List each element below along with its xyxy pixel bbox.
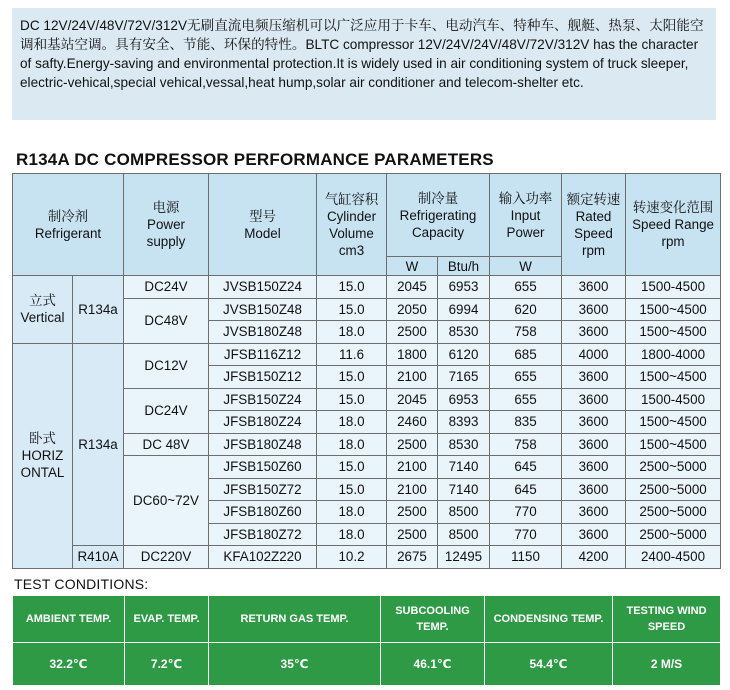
group-horizontal: 卧式 HORIZ ONTAL (13, 343, 73, 568)
input-cell: 835 (490, 411, 562, 434)
header-cylinder-volume: 气缸容积 Cylinder Volume cm3 (317, 174, 387, 276)
range-cell: 2500~5000 (626, 456, 721, 479)
supply-cell: DC12V (124, 343, 209, 388)
unit-btu: Btu/h (438, 257, 490, 276)
capacity-w-cell: 2675 (387, 546, 438, 569)
table-title: R134A DC COMPRESSOR PERFORMANCE PARAMETERS (16, 150, 494, 169)
supply-cell: DC220V (124, 546, 209, 569)
header-refrigerating-capacity: 制冷量 Refrigerating Capacity (387, 174, 490, 257)
rated-cell: 4200 (562, 546, 626, 569)
input-cell: 655 (490, 276, 562, 299)
capacity-w-cell: 1800 (387, 343, 438, 366)
capacity-btu-cell: 6953 (438, 388, 490, 411)
table-row (13, 546, 721, 569)
capacity-w-cell: 2100 (387, 456, 438, 479)
range-cell: 2500~5000 (626, 478, 721, 501)
capacity-btu-cell: 8500 (438, 523, 490, 546)
rated-cell: 4000 (562, 343, 626, 366)
rated-cell: 3600 (562, 298, 626, 321)
unit-w: W (387, 257, 438, 276)
model-cell: JFSB150Z12 (209, 366, 317, 389)
table-row (13, 276, 721, 299)
test-conditions-table (12, 595, 721, 686)
tc-header-wind-speed: TESTING WIND SPEED (613, 596, 721, 643)
volume-cell: 15.0 (317, 276, 387, 299)
model-cell: JVSB180Z48 (209, 321, 317, 344)
range-cell: 1500~4500 (626, 433, 721, 456)
input-cell: 770 (490, 523, 562, 546)
range-cell: 1500~4500 (626, 298, 721, 321)
capacity-w-cell: 2050 (387, 298, 438, 321)
header-speed-range: 转速变化范围 Speed Range rpm (626, 174, 721, 276)
volume-cell: 18.0 (317, 501, 387, 524)
range-cell: 1500~4500 (626, 321, 721, 344)
header-power-supply: 电源 Power supply (124, 174, 209, 276)
header-refrigerant: 制冷剂 Refrigerant (13, 174, 124, 276)
capacity-w-cell: 2100 (387, 366, 438, 389)
volume-cell: 15.0 (317, 478, 387, 501)
tc-value-condensing: 54.4℃ (485, 643, 613, 686)
rated-cell: 3600 (562, 501, 626, 524)
capacity-w-cell: 2045 (387, 276, 438, 299)
tc-header-evap: EVAP. TEMP. (125, 596, 209, 643)
range-cell: 2400-4500 (626, 546, 721, 569)
capacity-w-cell: 2500 (387, 321, 438, 344)
tc-header-subcooling: SUBCOOLING TEMP. (381, 596, 485, 643)
model-cell: JVSB150Z24 (209, 276, 317, 299)
range-cell: 1500~4500 (626, 411, 721, 434)
model-cell: JFSB116Z12 (209, 343, 317, 366)
capacity-w-cell: 2500 (387, 501, 438, 524)
model-cell: JFSB180Z24 (209, 411, 317, 434)
capacity-w-cell: 2460 (387, 411, 438, 434)
tc-header-ambient: AMBIENT TEMP. (13, 596, 125, 643)
rated-cell: 3600 (562, 411, 626, 434)
model-cell: JFSB180Z60 (209, 501, 317, 524)
capacity-w-cell: 2045 (387, 388, 438, 411)
refrigerant-r410a: R410A (73, 546, 124, 569)
volume-cell: 10.2 (317, 546, 387, 569)
capacity-btu-cell: 12495 (438, 546, 490, 569)
model-cell: JFSB180Z48 (209, 433, 317, 456)
input-cell: 620 (490, 298, 562, 321)
rated-cell: 3600 (562, 433, 626, 456)
input-cell: 655 (490, 388, 562, 411)
supply-cell: DC48V (124, 298, 209, 343)
intro-en: BLTC compressor 12V/24V/24V/48V/72V/312V has the character of safty.Energy-saving and environmental protection.It is widely used in air conditioning system of truck sleeper, electric-vehical,special vehical,vessal,heat hump,solar air conditioner and telecom-shelter etc. (20, 37, 699, 90)
rated-cell: 3600 (562, 456, 626, 479)
input-cell: 645 (490, 478, 562, 501)
rated-cell: 3600 (562, 321, 626, 344)
rated-cell: 3600 (562, 388, 626, 411)
rated-cell: 3600 (562, 478, 626, 501)
intro-zh: DC 12V/24V/48V/72V/312V无刷直流电频压缩机可以广泛应用于卡车、电动汽车、特种车、舰艇、热泵、太阳能空调和基站空调。具有安全、节能、环保的特性。 (20, 18, 704, 52)
input-cell: 758 (490, 433, 562, 456)
capacity-w-cell: 2500 (387, 433, 438, 456)
tc-value-evap: 7.2℃ (125, 643, 209, 686)
volume-cell: 15.0 (317, 298, 387, 321)
capacity-btu-cell: 6120 (438, 343, 490, 366)
table-row (13, 343, 721, 366)
refrigerant-r134a: R134a (73, 276, 124, 344)
capacity-btu-cell: 7140 (438, 456, 490, 479)
group-vertical: 立式 Vertical (13, 276, 73, 344)
volume-cell: 11.6 (317, 343, 387, 366)
input-cell: 645 (490, 456, 562, 479)
capacity-w-cell: 2100 (387, 478, 438, 501)
range-cell: 2500~5000 (626, 523, 721, 546)
input-cell: 758 (490, 321, 562, 344)
tc-header-return-gas: RETURN GAS TEMP. (209, 596, 381, 643)
unit-input-w: W (490, 257, 562, 276)
test-conditions-label: TEST CONDITIONS: (14, 576, 149, 592)
volume-cell: 15.0 (317, 456, 387, 479)
model-cell: JVSB150Z48 (209, 298, 317, 321)
supply-cell: DC24V (124, 388, 209, 433)
performance-table (12, 173, 721, 569)
tc-value-ambient: 32.2℃ (13, 643, 125, 686)
tc-header-condensing: CONDENSING TEMP. (485, 596, 613, 643)
rated-cell: 3600 (562, 276, 626, 299)
capacity-btu-cell: 8530 (438, 321, 490, 344)
supply-cell: DC24V (124, 276, 209, 299)
capacity-btu-cell: 7140 (438, 478, 490, 501)
volume-cell: 15.0 (317, 366, 387, 389)
input-cell: 770 (490, 501, 562, 524)
capacity-btu-cell: 6953 (438, 276, 490, 299)
capacity-btu-cell: 6994 (438, 298, 490, 321)
range-cell: 1800-4000 (626, 343, 721, 366)
model-cell: JFSB150Z24 (209, 388, 317, 411)
rated-cell: 3600 (562, 523, 626, 546)
model-cell: JFSB150Z60 (209, 456, 317, 479)
volume-cell: 18.0 (317, 523, 387, 546)
range-cell: 1500-4500 (626, 276, 721, 299)
capacity-btu-cell: 8393 (438, 411, 490, 434)
capacity-btu-cell: 7165 (438, 366, 490, 389)
tc-value-return-gas: 35℃ (209, 643, 381, 686)
rated-cell: 3600 (562, 366, 626, 389)
capacity-btu-cell: 8530 (438, 433, 490, 456)
range-cell: 1500-4500 (626, 388, 721, 411)
volume-cell: 18.0 (317, 321, 387, 344)
model-cell: JFSB180Z72 (209, 523, 317, 546)
tc-value-subcooling: 46.1℃ (381, 643, 485, 686)
range-cell: 2500~5000 (626, 501, 721, 524)
capacity-w-cell: 2500 (387, 523, 438, 546)
capacity-btu-cell: 8500 (438, 501, 490, 524)
tc-value-wind-speed: 2 M/S (613, 643, 721, 686)
input-cell: 1150 (490, 546, 562, 569)
intro-panel (12, 8, 716, 120)
supply-cell: DC 48V (124, 433, 209, 456)
volume-cell: 15.0 (317, 388, 387, 411)
intro-text (20, 16, 708, 92)
volume-cell: 18.0 (317, 433, 387, 456)
volume-cell: 18.0 (317, 411, 387, 434)
header-rated-speed: 额定转速 Rated Speed rpm (562, 174, 626, 276)
header-model: 型号 Model (209, 174, 317, 276)
model-cell: KFA102Z220 (209, 546, 317, 569)
input-cell: 655 (490, 366, 562, 389)
supply-cell: DC60~72V (124, 456, 209, 546)
range-cell: 1500~4500 (626, 366, 721, 389)
header-input-power: 输入功率 Input Power (490, 174, 562, 257)
model-cell: JFSB150Z72 (209, 478, 317, 501)
refrigerant-r134a: R134a (73, 343, 124, 546)
input-cell: 685 (490, 343, 562, 366)
